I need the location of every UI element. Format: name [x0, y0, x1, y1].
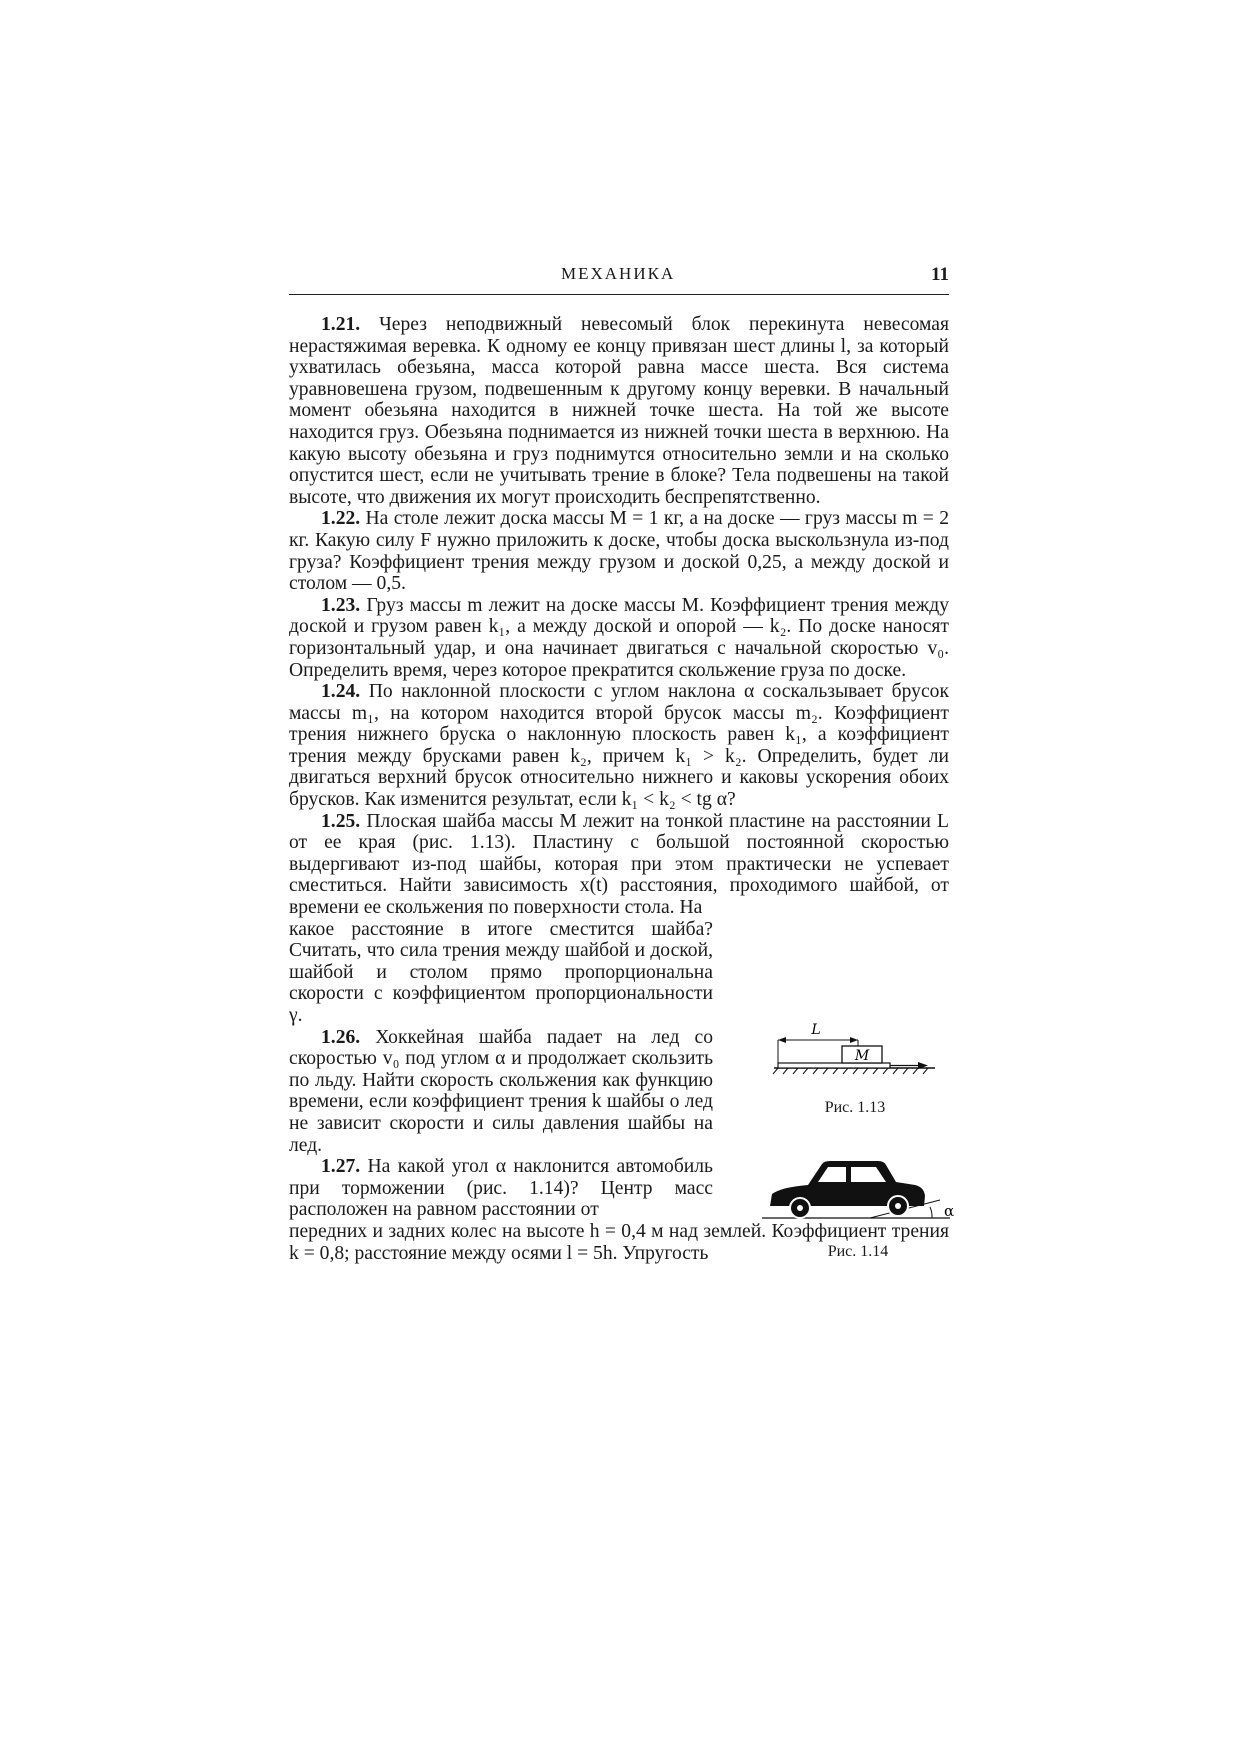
problem-1-25-cont: какое расстояние в итоге сместится шайба? Считать, что сила трения между шайбой и доской, шайбой и столом прямо пропорциональна скорости с коэффициентом пропорциональности γ.: [289, 918, 713, 1026]
braking-car-diagram: [760, 1150, 956, 1232]
label-alpha: α: [944, 1202, 955, 1220]
page-header: [289, 264, 949, 295]
figure-caption: Рис. 1.14: [827, 1243, 889, 1260]
problem-1-22: 1.22. На столе лежит доска массы M = 1 кг, а на доске — груз массы m = 2 кг. Какую силу F нужно приложить к доске, чтобы доска выскользнула из-под груза? Коэффициент трения между грузом и доской 0,25, а между доской и столом — 0,5.: [289, 508, 949, 595]
problem-1-24: 1.24. По наклонной плоскости с углом наклона α соскальзывает брусок массы m₁, на котором находится второй брусок массы m₂. Коэффициент трения нижнего бруска о наклонную плоскость равен k₁, а коэффициент трения между брусками равен k₂, причем k₁ > k₂. Определить, будет ли двигаться верхний брусок относительно нижнего и каковы ускорения обоих брусков. Как изменится результат, если k₁ < k₂ < tg α?: [289, 681, 949, 811]
problem-1-25: 1.25. Плоская шайба массы M лежит на тонкой пластине на расстоянии L от ее края (рис. 1.13). Пластину с большой постоянной скоростью выдергивают из-под шайбы, которая при этом практически не успевает сместиться. Найти зависимость x(t) расстояния, проходимого шайбой, от времени ее скольжения по поверхности стола. На: [289, 810, 949, 919]
figure-caption: Рис. 1.13: [824, 1099, 886, 1116]
problem-1-26: 1.26. Хоккейная шайба падает на лед со скоростью v₀ под углом α и продолжает скользить по льду. Найти скорость скольжения как функцию времени, если коэффициент трения k шайбы о лед не зависит скорости и силы давления шайбы на лед.: [289, 1026, 713, 1156]
main-text: [289, 314, 949, 1264]
problem-1-27: 1.27. На какой угол α наклонится автомобиль при торможении (рис. 1.14)? Центр масс расположен на равном расстоянии от: [289, 1156, 713, 1221]
puck-on-plate-diagram: [760, 1020, 950, 1088]
label-l: L: [811, 1022, 821, 1038]
problem-1-27-cont: передних и задних колес на высоте h = 0,4 м над землей. Коэффициент трения k = 0,8; расстояние между осями l = 5h. Упругость: [289, 1220, 949, 1264]
figure-1-14: [760, 1150, 956, 1261]
label-m: M: [854, 1048, 870, 1064]
problem-1-21: 1.21. Через неподвижный невесомый блок перекинута невесомая нерастяжимая веревка. К одному ее концу привязан шест длины l, за который ухватилась обезьяна, масса которой равна массе шеста. Вся система уравновешена грузом, подвешенным к другому концу веревки. В начальный момент обезьяна находится в нижней точке шеста. На той же высоте находится груз. Обезьяна поднимается из нижней точки шеста в верхнюю. На какую высоту обезьяна и груз поднимутся относительно земли и на сколько опустится шест, если не учитывать трение в блоке? Тела подвешены на такой высоте, что движения их могут происходить беспрепятственно.: [289, 314, 949, 508]
page-number: 11: [931, 264, 949, 285]
running-head: МЕХАНИКА: [561, 264, 676, 283]
figure-1-13: [760, 1020, 950, 1117]
problem-1-23: 1.23. Груз массы m лежит на доске массы M. Коэффициент трения между доской и грузом равен k₁, а между доской и опорой — k₂. По доске наносят горизонтальный удар, и она начинает двигаться с начальной скоростью v₀. Определить время, через которое прекратится скольжение груза по доске.: [289, 594, 949, 681]
